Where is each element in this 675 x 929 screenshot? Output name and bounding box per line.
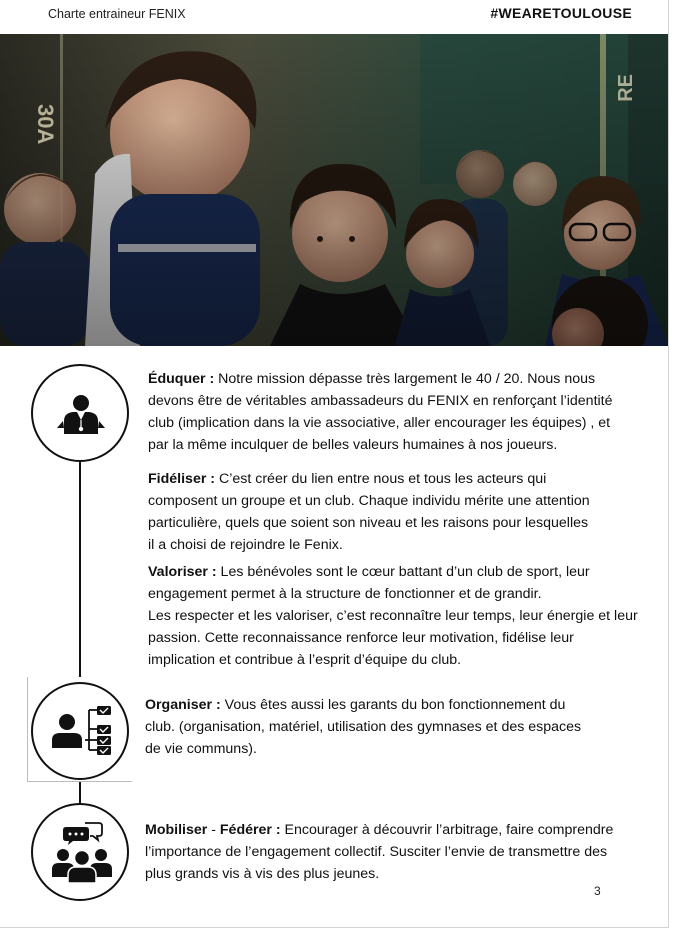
paragraph-line: l’importance de l’engagement collectif. Susciter l’envie de transmettre des	[145, 844, 608, 860]
paragraph-line: devons être de véritables ambassadeurs du FENIX en renforçant l’identité	[148, 393, 613, 409]
section-title: Fidéliser :	[148, 471, 216, 487]
paragraph-line: club. (organisation, matériel, utilisation des gymnases et des espaces	[145, 719, 582, 735]
section-mobiliser	[145, 819, 613, 885]
paragraph-line: particulière, quels que soient son niveau et les raisons pour lesquelles	[148, 515, 589, 531]
wall-sign-right: RE	[615, 74, 637, 102]
paragraph-line: club (implication dans la vie associative, aller encourager les équipes) , et	[148, 415, 611, 431]
section-eduquer	[148, 368, 613, 456]
organisation-circle	[31, 682, 129, 780]
paragraph-line: de vie communs).	[145, 741, 257, 757]
paragraph-line: plus grands vis à vis des plus jeunes.	[145, 866, 380, 882]
timeline-connector	[79, 782, 81, 804]
timeline-connector	[79, 438, 81, 680]
section-valoriser	[148, 561, 638, 671]
wall-sign-left: 30A	[33, 104, 58, 145]
header-hashtag: #WEARETOULOUSE	[490, 5, 632, 21]
paragraph-line: passion. Cette reconnaissance renforce leur motivation, fidélise leur	[148, 630, 574, 646]
paragraph-line: Les respecter et les valoriser, c’est reconnaître leur temps, leur énergie et leur	[148, 608, 638, 624]
organisation-chart-icon	[33, 684, 131, 782]
section-title: Organiser :	[145, 697, 221, 713]
section-organiser	[145, 694, 581, 760]
group-discussion-icon	[33, 805, 131, 903]
paragraph-line: implication et contribue à l’esprit d’équipe du club.	[148, 652, 462, 668]
coach-circle	[31, 364, 129, 462]
children-crowd-image	[0, 34, 668, 346]
paragraph-line: composent un groupe et un club. Chaque individu mérite une attention	[148, 493, 590, 509]
paragraph-line: Éduquer : Notre mission dépasse très largement le 40 / 20. Nous nous	[148, 371, 596, 387]
paragraph-line: engagement permet à la structure de fonctionner et de grandir.	[148, 586, 542, 602]
section-fideliser	[148, 468, 590, 556]
paragraph-line: par la même inculquer de belles valeurs humaines à nos joueurs.	[148, 437, 558, 453]
paragraph-line: Organiser : Vous êtes aussi les garants du bon fonctionnement du	[145, 697, 566, 713]
paragraph-line: Mobiliser - Fédérer : Encourager à découvrir l’arbitrage, faire comprendre	[145, 822, 614, 838]
paragraph-line: il a choisi de rejoindre le Fenix.	[148, 537, 343, 553]
hero-photo	[0, 34, 668, 346]
section-title-federer: Fédérer :	[219, 822, 281, 838]
header-left-title: Charte entraineur FENIX	[48, 7, 186, 21]
section-title: Valoriser :	[148, 564, 217, 580]
page-number: 3	[594, 884, 601, 898]
section-title-mobiliser: Mobiliser	[145, 822, 208, 838]
coach-icon	[33, 366, 131, 464]
group-circle	[31, 803, 129, 901]
paragraph-line: Fidéliser : C’est créer du lien entre nous et tous les acteurs qui	[148, 471, 547, 487]
paragraph-line: Valoriser : Les bénévoles sont le cœur battant d’un club de sport, leur	[148, 564, 590, 580]
section-title: Éduquer :	[148, 371, 215, 387]
